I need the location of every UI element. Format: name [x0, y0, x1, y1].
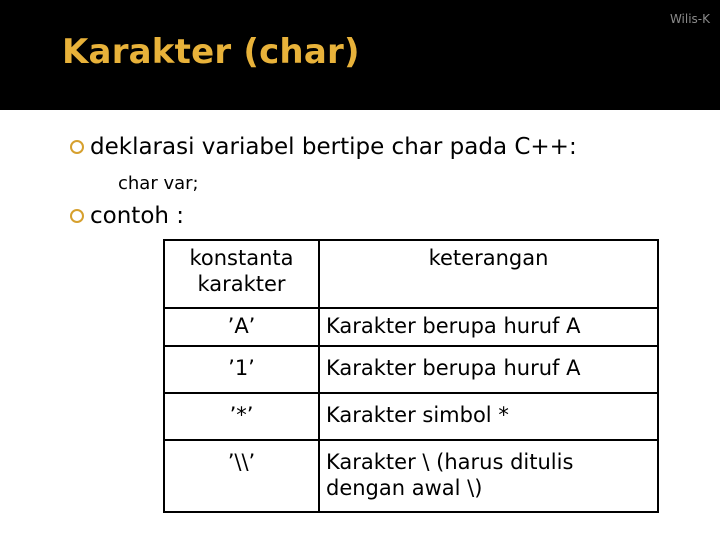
- bullet-example: [70, 203, 184, 229]
- table-cell-description: Karakter berupa huruf A: [319, 346, 658, 393]
- table-cell-description: Karakter simbol *: [319, 393, 658, 440]
- author-label: Wilis-K: [669, 12, 710, 26]
- table-cell-constant: ’A’: [164, 308, 319, 346]
- char-constants-table: [163, 239, 659, 513]
- table-row: [164, 440, 658, 512]
- header-keterangan: keterangan: [319, 240, 658, 308]
- table-cell-constant: ’*’: [164, 393, 319, 440]
- table-cell-constant: ’1’: [164, 346, 319, 393]
- hollow-circle-icon: [70, 140, 84, 154]
- hollow-circle-icon: [70, 209, 84, 223]
- table-row: [164, 393, 658, 440]
- table-cell-description: Karakter berupa huruf A: [319, 308, 658, 346]
- bullet-example-text: contoh :: [90, 203, 185, 229]
- table-row: [164, 308, 658, 346]
- slide-title: Karakter (char): [62, 32, 360, 72]
- table-cell-constant: ’\\’: [164, 440, 319, 512]
- table-cell-description: Karakter \ (harus ditulis dengan awal \): [319, 440, 658, 512]
- header-konstanta: konstanta karakter: [164, 240, 319, 308]
- code-example: char var;: [118, 173, 199, 194]
- table-row: [164, 346, 658, 393]
- bullet-declaration: [70, 134, 577, 160]
- bullet-declaration-text: deklarasi variabel bertipe char pada C++:: [90, 134, 577, 160]
- table-header-row: [164, 240, 658, 308]
- title-bar: [0, 0, 720, 110]
